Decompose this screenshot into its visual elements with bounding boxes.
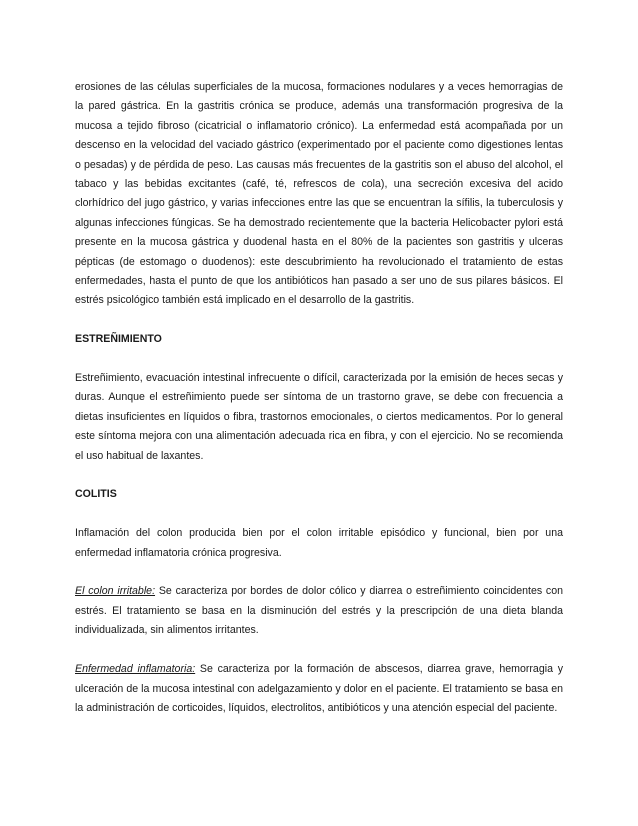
enfermedad-inflamatoria-term: Enfermedad inflamatoria:	[75, 663, 196, 676]
colon-irritable-paragraph	[75, 582, 563, 640]
colon-irritable-text: Se caracteriza por bordes de dolor cólico y diarrea o estreñimiento coincidentes con estrés. El tratamiento se basa en la disminución del estrés y la prescripción de una dieta blanda individualizada, sin alimentos irritantes.	[75, 585, 564, 637]
document-page	[75, 78, 563, 718]
estrenimiento-heading: ESTREÑIMIENTO	[75, 333, 162, 346]
enfermedad-inflamatoria-paragraph	[75, 660, 563, 718]
estrenimiento-paragraph: Estreñimiento, evacuación intestinal infrecuente o difícil, caracterizada por la emisión de heces secas y duras. Aunque el estreñimiento puede ser síntoma de un trastorno grave, se debe con frecuencia a dietas insuficientes en líquidos o fibra, trastornos emocionales, o ciertos medicamentos. Por lo general este síntoma mejora con una alimentación adecuada rica en fibra, y con el ejercicio. No se recomienda el uso habitual de laxantes.	[75, 372, 563, 462]
colitis-heading: COLITIS	[75, 488, 117, 501]
enfermedad-inflamatoria-text: Se caracteriza por la formación de abscesos, diarrea grave, hemorragia y ulceración de la mucosa intestinal con adelgazamiento y dolor en el paciente. El tratamiento se basa en la administración de corticoides, líquidos, electrolitos, antibióticos y una atención especial del paciente.	[75, 663, 564, 714]
gastritis-paragraph: erosiones de las células superficiales de la mucosa, formaciones nodulares y a veces hemorragias de la pared gástrica. En la gastritis crónica se produce, además una transformación progresiva de la mucosa a tejido fibroso (cicatricial o inflamatorio crónico). La enfermedad está acompañada por un descenso en la velocidad del vaciado gástrico (experimentado por el paciente como digestiones lentas o pesadas) y de pérdida de peso. Las causas más frecuentes de la gastritis son el abuso del alcohol, el tabaco y las bebidas excitantes (café, té, refrescos de cola), una secreción excesiva del acido clorhídrico del jugo gástrico, y varias infecciones entre las que se encuentran la sífilis, la tuberculosis y algunas infecciones fúngicas. Se ha demostrado recientemente que la bacteria Helicobacter pylori está presente en la mucosa gástrica y duodenal hasta en el 80% de la pacientes son gastritis y ulceras pépticas (de estomago o duodenos): este descubrimiento ha revolucionado el tratamiento de estas enfermedades, hasta el punto de que los antibióticos han pasado a ser uno de sus pilares básicos. El estrés psicológico también está implicado en el desarrollo de la gastritis.	[75, 81, 563, 307]
colitis-paragraph: Inflamación del colon producida bien por el colon irritable episódico y funcional, bien por una enfermedad inflamatoria crónica progresiva.	[75, 527, 563, 559]
colon-irritable-term: El colon irritable:	[75, 585, 156, 598]
